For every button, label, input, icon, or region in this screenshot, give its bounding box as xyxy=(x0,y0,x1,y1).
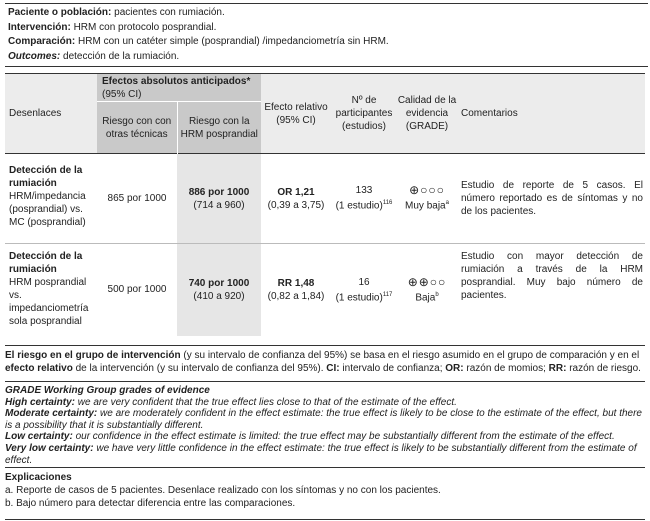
outcome-cell: Detección de la rumiación HRM/impedancia (posprandial) vs. MC (posprandial) xyxy=(9,165,86,228)
population-label: Paciente o población: xyxy=(8,7,112,18)
quality-cell: ⊕⊕○○ Baja$^b$ xyxy=(397,244,457,336)
population-line xyxy=(8,6,648,21)
participants-cell: 133 (1 estudio)$^{116}$ xyxy=(335,185,393,212)
comment-cell: Estudio con mayor detección de rumiación a través de la HRM posprandial. Muy bajo número de pacientes. xyxy=(461,251,643,301)
table-row xyxy=(5,154,645,244)
grade-legend xyxy=(5,381,645,466)
explanations-title: Explicaciones xyxy=(5,472,72,483)
grade-high: High certainty: we are very confident that the true effect lies close to that of the estimate of the effect. xyxy=(5,396,457,408)
risk-other-cell: 500 por 1000 xyxy=(107,284,167,296)
header-desenlaces: Desenlaces xyxy=(5,74,97,154)
outcomes-line xyxy=(8,50,648,65)
intervention-line xyxy=(8,21,648,36)
header-riesgo-hrm: Riesgo con la HRM posprandial xyxy=(177,102,261,154)
header-calidad: Calidad de la evidencia (GRADE) xyxy=(397,74,457,154)
header-comentarios: Comentarios xyxy=(457,74,645,154)
intervention-label: Intervención: xyxy=(8,21,71,33)
risk-other-cell: 865 por 1000 xyxy=(107,193,167,204)
risk-note: El riesgo en el grupo de intervención (y su intervalo de confianza del 95%) se basa en el riesgo asumido en el grupo de comparación y en el efecto relativo de la intervención (y su intervalo de confianza del 95%). CI: intervalo de confianza; OR: razón de momios; RR: razón de riesgo. xyxy=(5,345,645,375)
header-efectos: Efectos absolutos anticipados* (95% CI) xyxy=(97,74,261,102)
relative-effect-cell: RR 1,48 (0,82 a 1,84) xyxy=(267,277,325,302)
header-efecto-relativo: Efecto relativo (95% CI) xyxy=(261,74,331,154)
grade-title: GRADE Working Group grades of evidence xyxy=(5,385,210,396)
header-riesgo-otras: Riesgo con con otras técnicas xyxy=(97,102,177,154)
grade-low: Low certainty: our confidence in the effect estimate is limited: the true effect may be substantially different from the estimate of the effect. xyxy=(5,431,615,443)
comparison-value: HRM con un catéter simple (posprandial) /impedanciometría sin HRM. xyxy=(78,36,389,47)
header-participantes: Nº de participantes (estudios) xyxy=(331,74,397,154)
table-row xyxy=(5,244,645,336)
population-value: pacientes con rumiación. xyxy=(114,7,225,18)
risk-hrm-cell: 740 por 1000 (410 a 920) xyxy=(177,244,261,336)
risk-hrm-cell: 886 por 1000 (714 a 960) xyxy=(177,154,261,244)
participants-cell: 16 (1 estudio)$^{117}$ xyxy=(335,276,393,303)
comparison-label: Comparación: xyxy=(8,36,76,47)
quality-rating-icon: ⊕○○○ xyxy=(409,183,445,198)
quality-rating-icon: ⊕⊕○○ xyxy=(407,274,447,289)
pico-box xyxy=(5,3,648,67)
intervention-value: HRM con protocolo posprandial. xyxy=(73,21,217,33)
grade-moderate: Moderate certainty: we are moderately confident in the effect estimate: the true effect is likely to be close to the estimate of the effect, but there is a possibility that it is substantially different. xyxy=(5,408,642,431)
relative-effect-cell: OR 1,21 (0,39 a 3,75) xyxy=(267,186,325,211)
comparison-line xyxy=(8,35,648,50)
comment-cell: Estudio de reporte de 5 casos. El número reportado es de síntomas y no de los pacientes. xyxy=(461,180,643,217)
outcomes-label: Outcomes: xyxy=(8,50,61,62)
outcome-cell: Detección de la rumiación HRM posprandial vs. impedanciometría sola posprandial xyxy=(9,251,89,327)
quality-cell: ⊕○○○ Muy baja$^a$ xyxy=(397,154,457,244)
explanation-a: a. Reporte de casos de 5 pacientes. Desenlace realizado con los síntomas y no con los pacientes. xyxy=(5,485,441,496)
explanation-b: b. Bajo número para detectar diferencia entre las comparaciones. xyxy=(5,498,296,509)
grade-very-low: Very low certainty: we have very little confidence in the effect estimate: the true effect is likely to be substantially different from the estimate of effect. xyxy=(5,442,637,466)
summary-table xyxy=(5,73,645,336)
explanations xyxy=(5,467,645,510)
bottom-rule xyxy=(5,519,645,520)
outcomes-value: detección de la rumiación. xyxy=(63,50,180,62)
